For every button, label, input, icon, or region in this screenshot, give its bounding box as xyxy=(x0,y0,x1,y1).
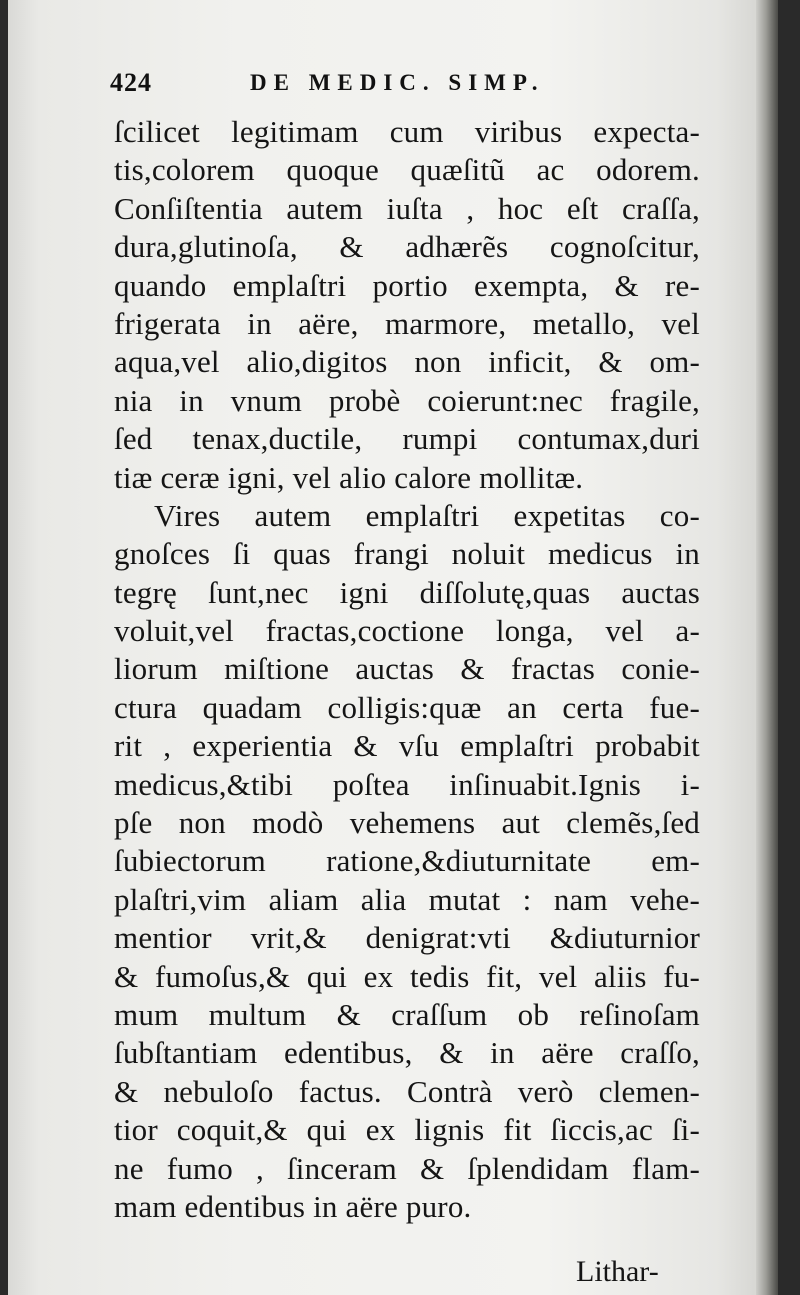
text-line: tiæ ceræ igni, vel alio calore mollitæ. xyxy=(114,459,584,495)
text-line: tegrę ſunt,nec igni diſſolutę,quas auctas xyxy=(114,574,700,610)
text-line: ſubſtantiam edentibus, & in aëre craſſo, xyxy=(114,1035,700,1071)
text-line: mam edentibus in aëre puro. xyxy=(114,1188,472,1224)
text-line: rit , experientia & vſu emplaſtri probabit xyxy=(114,728,700,764)
text-line: ſcilicet legitimam cum viribus expecta- xyxy=(114,114,700,149)
text-line: frigerata in aëre, marmore, metallo, vel xyxy=(114,305,700,341)
body-text xyxy=(114,113,700,1226)
text-line: ne fumo , ſinceram & ſplendidam flam- xyxy=(114,1150,700,1186)
text-line: & fumoſus,& qui ex tedis fit, vel aliis fu- xyxy=(114,958,700,994)
text-line: Conſiſtentia autem iuſta , hoc eſt craſſa, xyxy=(114,190,700,226)
text-line: ſubiectorum ratione,&diuturnitate em- xyxy=(114,843,700,879)
text-line: dura,glutinoſa, & adhærẽs cognoſcitur, xyxy=(114,229,700,265)
text-line: mentior vrit,& denigrat:vti &diuturnior xyxy=(114,920,700,956)
text-line: pſe non modò vehemens aut clemẽs,ſed xyxy=(114,805,700,841)
text-line: quando emplaſtri portio exempta, & re- xyxy=(114,267,700,303)
text-line: medicus,&tibi poſtea inſinuabit.Ignis i- xyxy=(114,766,700,802)
catchword: Lithar- xyxy=(576,1255,659,1288)
text-line: tis,colorem quoque quæſitũ ac odorem. xyxy=(114,152,700,188)
running-title: DE MEDIC. SIMP. xyxy=(250,70,545,95)
text-line: & nebuloſo factus. Contrà verò clemen- xyxy=(114,1073,700,1109)
page-gutter-shadow xyxy=(756,0,778,1295)
text-line: plaſtri,vim aliam alia mutat : nam vehe- xyxy=(114,881,700,917)
running-head xyxy=(100,66,660,106)
text-line: tior coquit,& qui ex lignis fit ſiccis,ac ſi- xyxy=(114,1112,700,1148)
text-line: aqua,vel alio,digitos non inficit, & om- xyxy=(114,344,700,380)
text-line: gnoſces ſi quas frangi noluit medicus in xyxy=(114,536,700,572)
text-line: Vires autem emplaſtri expetitas co- xyxy=(154,497,700,533)
text-line: ſed tenax,ductile, rumpi contumax,duri xyxy=(114,421,700,457)
text-line: nia in vnum probè coierunt:nec fragile, xyxy=(114,382,700,418)
text-line: voluit,vel fractas,coctione longa, vel a- xyxy=(114,613,700,649)
text-line: ctura quadam colligis:quæ an certa fue- xyxy=(114,689,700,725)
text-line: liorum miſtione auctas & fractas conie- xyxy=(114,651,700,687)
text-line: mum multum & craſſum ob reſinoſam xyxy=(114,996,700,1032)
page-number: 424 xyxy=(110,68,152,97)
book-page xyxy=(8,0,778,1295)
